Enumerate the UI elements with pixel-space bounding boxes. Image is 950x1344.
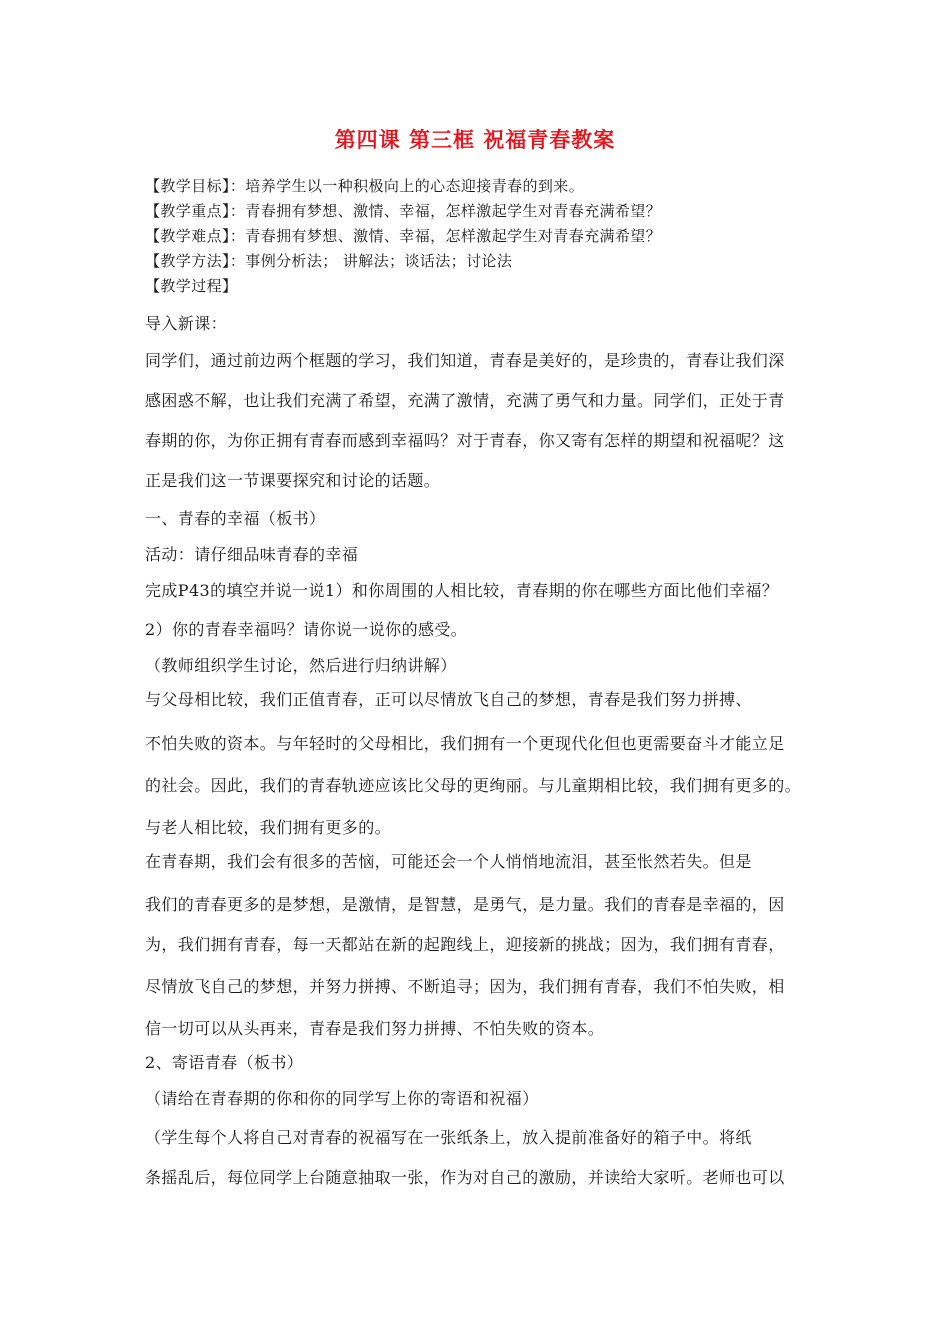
section-heading: 2、寄语青春（板书） xyxy=(145,1053,304,1072)
header-line-objective: 【教学目标】：培养学生以一种积极向上的心态迎接青春的到来。 xyxy=(145,177,585,195)
body-line: 完成P43的填空并说一说1）和你周围的人相比较，青春期的你在哪些方面比他们幸福？ xyxy=(145,581,779,600)
body-line: 2）你的青春幸福吗？请你说一说你的感受。 xyxy=(145,620,468,639)
body-line: 我们的青春更多的是梦想，是激情，是智慧，是勇气，是力量。我们的青春是幸福的，因 xyxy=(145,895,785,914)
header-line-difficulty: 【教学难点】：青春拥有梦想、激情、幸福，怎样激起学生对青春充满希望？ xyxy=(145,227,662,245)
body-line: 导入新课： xyxy=(145,314,228,333)
page-title: 第四课 第三框 祝福青春教案 xyxy=(334,128,616,152)
body-line: （请给在青春期的你和你的同学写上你的寄语和祝福） xyxy=(145,1089,539,1108)
body-line: 与父母相比较，我们正值青春，正可以尽情放飞自己的梦想，青春是我们努力拼搏、 xyxy=(145,690,752,709)
body-line: 感困惑不解，也让我们充满了希望，充满了激情，充满了勇气和力量。同学们，正处于青 xyxy=(145,391,785,410)
body-line: 尽情放飞自己的梦想，并努力拼搏、不断追寻；因为，我们拥有青春，我们不怕失败，相 xyxy=(145,977,785,996)
body-line: （教师组织学生讨论，然后进行归纳讲解） xyxy=(145,656,457,675)
header-line-key-point: 【教学重点】：青春拥有梦想、激情、幸福，怎样激起学生对青春充满希望？ xyxy=(145,202,662,220)
body-line: 条摇乱后，每位同学上台随意抽取一张，作为对自己的激励，并读给大家听。老师也可以 xyxy=(145,1168,785,1187)
body-line: 在青春期，我们会有很多的苦恼，可能还会一个人悄悄地流泪，甚至怅然若失。但是 xyxy=(145,852,752,871)
body-line: 不怕失败的资本。与年轻时的父母相比，我们拥有一个更现代化但也更需要奋斗才能立足 xyxy=(145,734,785,753)
body-line: 的社会。因此，我们的青春轨迹应该比父母的更绚丽。与儿童期相比较，我们拥有更多的。 xyxy=(145,776,802,795)
body-line: 同学们，通过前边两个框题的学习，我们知道，青春是美好的，是珍贵的，青春让我们深 xyxy=(145,351,785,370)
body-line: 春期的你，为你正拥有青春而感到幸福吗？对于青春，你又寄有怎样的期望和祝福呢？这 xyxy=(145,431,785,450)
header-line-method: 【教学方法】：事例分析法； 讲解法；谈话法；讨论法 xyxy=(145,252,513,270)
header-line-process: 【教学过程】 xyxy=(145,277,238,295)
body-line: 为，我们拥有青春，每一天都站在新的起跑线上，迎接新的挑战；因为，我们拥有青春， xyxy=(145,935,785,954)
body-line: （学生每个人将自己对青春的祝福写在一张纸条上，放入提前准备好的箱子中。将纸 xyxy=(145,1128,752,1147)
body-line: 正是我们这一节课要探究和讨论的话题。 xyxy=(145,471,441,490)
section-heading: 一、青春的幸福（板书） xyxy=(145,509,326,528)
body-line: 与老人相比较，我们拥有更多的。 xyxy=(145,818,392,837)
body-line: 信一切可以从头再来，青春是我们努力拼搏、不怕失败的资本。 xyxy=(145,1019,605,1038)
body-line: 活动：请仔细品味青春的幸福 xyxy=(145,545,359,564)
